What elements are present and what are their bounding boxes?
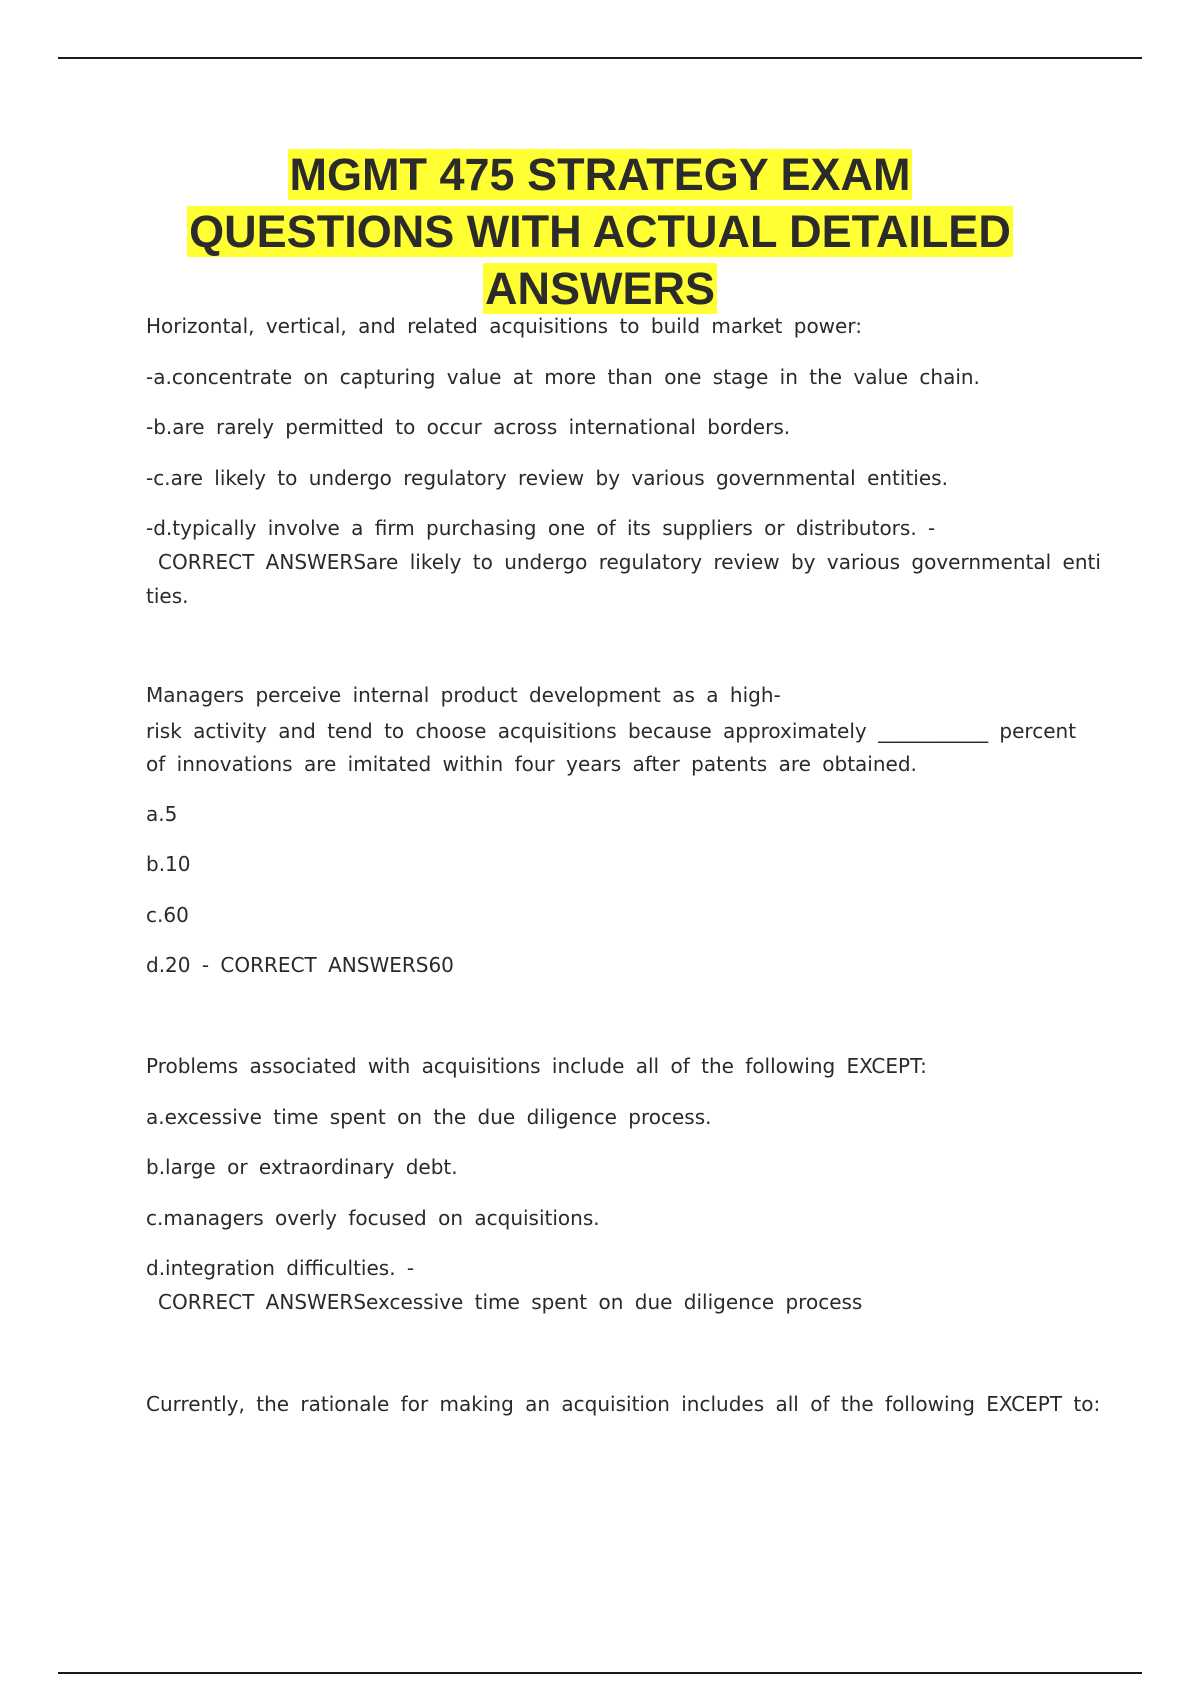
question-1-option-c: -c.are likely to undergo regulatory review by various governmental entities. [146, 466, 948, 490]
title-line-2: QUESTIONS WITH ACTUAL DETAILED [189, 206, 1011, 257]
top-rule [58, 57, 1142, 59]
question-1-answer-continued: ties. [146, 584, 189, 608]
question-3-option-d: d.integration difficulties. - [146, 1256, 415, 1280]
title-line-1: MGMT 475 STRATEGY EXAM [289, 149, 911, 200]
bottom-rule [58, 1672, 1142, 1674]
question-2-option-c: c.60 [146, 903, 189, 927]
question-3-option-b: b.large or extraordinary debt. [146, 1155, 458, 1179]
question-3-option-c: c.managers overly focused on acquisitions. [146, 1206, 600, 1230]
question-2-option-b: b.10 [146, 852, 191, 876]
question-3-stem: Problems associated with acquisitions include all of the following EXCEPT: [146, 1054, 927, 1078]
question-2-option-a: a.5 [146, 802, 178, 826]
title-line-3: ANSWERS [484, 263, 715, 314]
question-2-stem-line-1: Managers perceive internal product development as a high- [146, 683, 781, 707]
document-title [130, 146, 1070, 317]
question-4-stem: Currently, the rationale for making an acquisition includes all of the following EXCEPT to: [146, 1392, 1101, 1416]
question-1-option-a: -a.concentrate on capturing value at more than one stage in the value chain. [146, 365, 980, 389]
question-1-option-b: -b.are rarely permitted to occur across international borders. [146, 415, 791, 439]
question-1-option-d: -d.typically involve a firm purchasing one of its suppliers or distributors. - [146, 516, 936, 540]
question-2-option-d: d.20 - CORRECT ANSWERS60 [146, 953, 454, 977]
question-3-option-a: a.excessive time spent on the due diligence process. [146, 1105, 712, 1129]
question-1-stem: Horizontal, vertical, and related acquisitions to build market power: [146, 314, 862, 338]
question-2-stem-line-3: of innovations are imitated within four years after patents are obtained. [146, 752, 917, 776]
question-2-stem-line-2: risk activity and tend to choose acquisitions because approximately ___________ percent [146, 719, 1077, 743]
question-1-answer: CORRECT ANSWERSare likely to undergo regulatory review by various governmental enti [158, 550, 1101, 574]
question-3-answer: CORRECT ANSWERSexcessive time spent on due diligence process [158, 1290, 863, 1314]
